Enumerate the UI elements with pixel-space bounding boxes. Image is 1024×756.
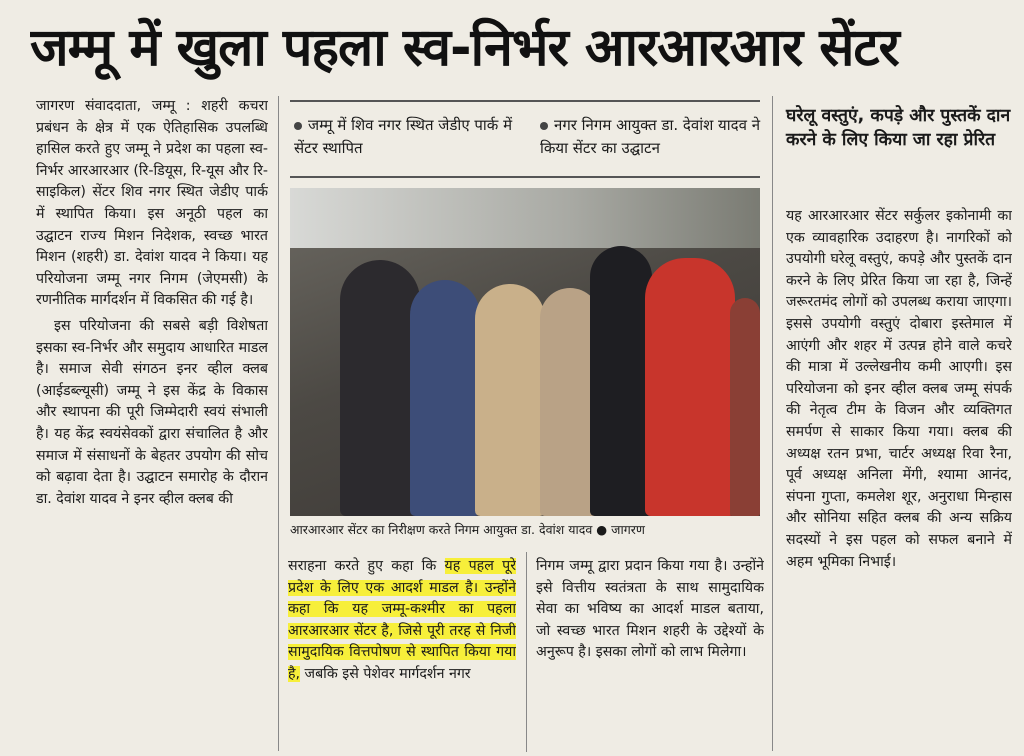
bullet-2-text: नगर निगम आयुक्त डा. देवांश यादव ने किया सेंटर का उद्घाटन bbox=[540, 116, 761, 157]
sidebar-body bbox=[786, 206, 1012, 754]
bullet-dot-icon bbox=[540, 122, 548, 130]
photo-caption: आरआरआर सेंटर का निरीक्षण करते निगम आयुक्त डा. देवांश यादव ● जागरण bbox=[290, 522, 645, 537]
sidebar-text: यह आरआरआर सेंटर सर्कुलर इकोनामी का एक व्यावहारिक उदाहरण है। नागरिकों को उपयोगी घरेलू वस्तुएं, कपड़े और पुस्तकें दान करने के लिए प्रेरित किया जा रहा है, जिन्हें जरूरतमंद लोगों को उपलब्ध कराया जाएगा। इससे उपयोगी वस्तुएं दोबारा इस्तेमाल में आएंगी और शहर में उत्पन्न होने वाले कचरे की मात्रा में उल्लेखनीय कमी आएगी। इस परियोजना को इनर व्हील क्लब जम्मू संपर्क की नेतृत्व टीम के विजन और व्यक्तिगत समर्पण से साकार किया गया। क्लब की अध्यक्ष रतन प्रभा, चार्टर अध्यक्ष रिवा रैना, पूर्व अध्यक्ष अनिला मेंगी, श्यामा आनंद, संपना गुप्ता, कमलेश शूर, अनुराधा मिन्हास और सोनिया सहित क्लब की अन्य सक्रिय सदस्यों ने इस पहल को सफल बनाने में अहम भूमिका निभाई। bbox=[786, 208, 1012, 570]
photo-person bbox=[730, 298, 760, 516]
bullet-dot-icon bbox=[294, 122, 302, 130]
col2-text-end: जबकि इसे पेशेवर मार्गदर्शन नगर bbox=[300, 665, 471, 682]
column-2 bbox=[288, 556, 516, 756]
bullets-bottom-rule bbox=[290, 176, 760, 178]
bullet-2 bbox=[540, 114, 762, 160]
photo-person bbox=[340, 260, 420, 516]
column-divider bbox=[772, 96, 773, 751]
column-1 bbox=[36, 96, 268, 751]
headline: जम्मू में खुला पहला स्व-निर्भर आरआरआर सेंटर bbox=[30, 18, 899, 78]
column-divider bbox=[278, 96, 279, 751]
col1-paragraph-1: जागरण संवाददाता, जम्मू : शहरी कचरा प्रबंधन के क्षेत्र में एक ऐतिहासिक उपलब्धि हासिल करते हुए जम्मू ने प्रदेश का पहला स्व-निर्भर आरआरआर (रि-डियूस, रि-यूस और रि-साइकिल) सेंटर शिव नगर स्थित जेडीए पार्क में स्थापित किया। इस अनूठी पहल का उद्घाटन राज्य मिशन निदेशक, स्वच्छ भारत मिशन (शहरी) डा. देवांश यादव ने किया। यह परियोजना जम्मू नगर निगम (जेएमसी) के रणनीतिक मार्गदर्शन में विकसित की गई है। bbox=[36, 98, 268, 309]
col2-highlight: यह पहल पूरे प्रदेश के लिए एक आदर्श माडल है। उन्होंने कहा कि यह जम्मू-कश्मीर का पहला आरआरआर सेंटर है, जिसे पूरी तरह से निजी सामुदायिक वित्तपोषण से स्थापित किया गया है, bbox=[288, 558, 516, 682]
photo-person bbox=[590, 246, 652, 516]
news-photo bbox=[290, 188, 760, 516]
sidebar-heading: घरेलू वस्तुएं, कपड़े और पुस्तकें दान करने के लिए किया जा रहा प्रेरित bbox=[786, 106, 1011, 150]
column-divider bbox=[526, 552, 527, 752]
bullet-1 bbox=[294, 114, 516, 160]
photo-person bbox=[645, 258, 735, 516]
photo-person bbox=[475, 284, 545, 516]
bullet-1-text: जम्मू में शिव नगर स्थित जेडीए पार्क में सेंटर स्थापित bbox=[294, 116, 513, 157]
col1-paragraph-2: इस परियोजना की सबसे बड़ी विशेषता इसका स्व-निर्भर और समुदाय आधारित माडल है। समाज सेवी संगठन इनर व्हील क्लब (आईडब्ल्यूसी) जम्मू ने इस केंद्र के विकास और स्थापना की पूरी जिम्मेदारी स्वयं संभाली है। यह केंद्र स्वयंसेवकों द्वारा संचालित है और समाज में संसाधनों के बेहतर उपयोग की सोच को बढ़ावा देता है। उद्घाटन समारोह के दौरान डा. देवांश यादव ने इनर व्हील क्लब की bbox=[36, 317, 268, 507]
col3-text: निगम जम्मू द्वारा प्रदान किया गया है। उन्होंने इसे वित्तीय स्वतंत्रता के साथ सामुदायिक सेवा का भविष्य का आदर्श माडल बताया, जो स्वच्छ भारत मिशन शहरी के उद्देश्यों के अनुरूप है। इसका लोगों को लाभ मिलेगा। bbox=[536, 558, 764, 661]
column-3 bbox=[536, 556, 764, 756]
bullets-top-rule bbox=[290, 100, 760, 102]
col2-text: सराहना करते हुए कहा कि bbox=[288, 558, 445, 574]
photo-banner bbox=[290, 188, 760, 248]
photo-person bbox=[410, 280, 480, 516]
